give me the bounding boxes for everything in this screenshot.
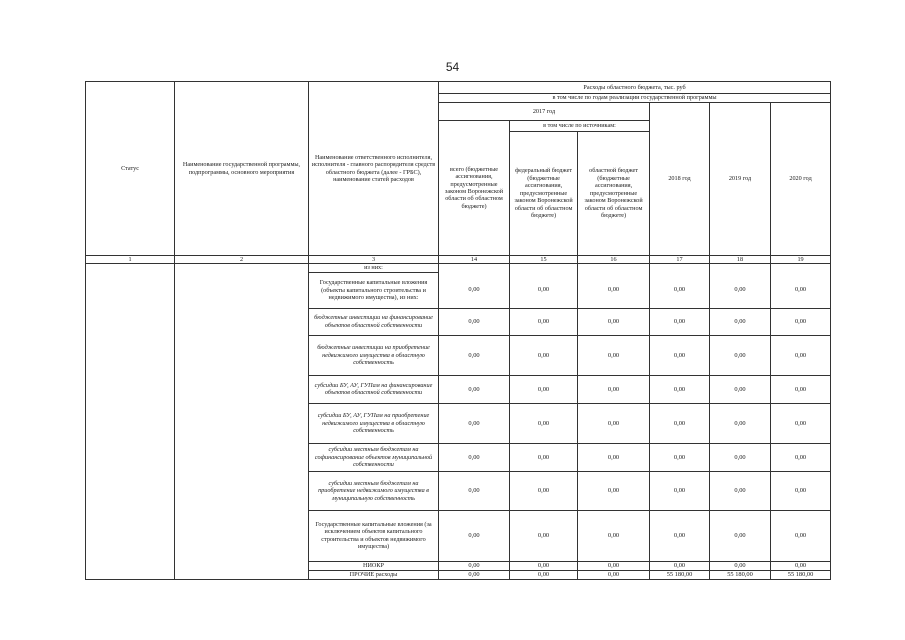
header-federal: федеральный бюджет (бюджетные ассигнования, предусмотренные законом Воронежской области об областном бюджете) — [510, 132, 578, 255]
value-cell: 0,00 — [510, 375, 578, 403]
value-cell: 0,00 — [771, 375, 831, 403]
row-name: бюджетные инвестиции на приобретение недвижимого имущества в областную собственность — [309, 335, 439, 375]
value-cell: 0,00 — [650, 403, 710, 443]
table-row — [86, 264, 831, 272]
value-cell: 0,00 — [710, 561, 771, 570]
empty-cell — [578, 264, 650, 272]
value-cell: 0,00 — [650, 510, 710, 561]
empty-cell — [710, 264, 771, 272]
value-cell: 0,00 — [439, 570, 510, 579]
header-executor: Наименование ответственного исполнителя, исполнителя - главного распорядителя средств областного бюджета (далее - ГРБС), наименование статей расходов — [309, 82, 439, 256]
value-cell: 0,00 — [650, 308, 710, 335]
value-cell: 0,00 — [650, 335, 710, 375]
column-number: 19 — [771, 256, 831, 264]
value-cell: 0,00 — [771, 510, 831, 561]
budget-table — [85, 81, 831, 580]
value-cell: 0,00 — [771, 443, 831, 471]
value-cell: 0,00 — [771, 272, 831, 308]
value-cell: 0,00 — [439, 375, 510, 403]
value-cell: 0,00 — [510, 561, 578, 570]
column-number: 3 — [309, 256, 439, 264]
value-cell: 0,00 — [771, 335, 831, 375]
value-cell: 0,00 — [710, 308, 771, 335]
value-cell: 0,00 — [439, 308, 510, 335]
value-cell: 0,00 — [510, 403, 578, 443]
row-name: бюджетные инвестиции на финансирование объектов областной собственности — [309, 308, 439, 335]
value-cell: 0,00 — [578, 443, 650, 471]
header-sources-group — [510, 121, 650, 256]
empty-cell — [771, 264, 831, 272]
header-expenses-title: Расходы областного бюджета, тыс. руб — [439, 82, 831, 94]
column-number: 16 — [578, 256, 650, 264]
value-cell: 0,00 — [650, 375, 710, 403]
header-by-years: в том числе по годам реализации государственной программы — [439, 94, 831, 103]
row-name: субсидии БУ, АУ, ГУПам на финансирование объектов областной собственности — [309, 375, 439, 403]
column-numbers-row — [86, 256, 831, 264]
value-cell: 55 180,00 — [710, 570, 771, 579]
value-cell: 55 180,00 — [650, 570, 710, 579]
value-cell: 0,00 — [439, 403, 510, 443]
value-cell: 0,00 — [578, 403, 650, 443]
value-cell: 0,00 — [578, 272, 650, 308]
value-cell: 0,00 — [439, 471, 510, 510]
page-number: 54 — [445, 60, 460, 74]
empty-cell — [439, 264, 510, 272]
value-cell: 0,00 — [710, 403, 771, 443]
header-year-2020: 2020 год — [771, 103, 831, 256]
header-year-2018: 2018 год — [650, 103, 710, 256]
header-year-2017: 2017 год — [439, 103, 650, 121]
header-regional: областной бюджет (бюджетные ассигнования, предусмотренные законом Воронежской области об областном бюджете) — [584, 167, 643, 220]
column-number: 2 — [175, 256, 309, 264]
value-cell: 0,00 — [710, 335, 771, 375]
value-cell: 0,00 — [510, 471, 578, 510]
value-cell: 0,00 — [510, 308, 578, 335]
program-name-cell — [175, 264, 309, 579]
value-cell: 55 180,00 — [771, 570, 831, 579]
header-total: всего (бюджетные ассигнования, предусмотренные законом Воронежской области об областном бюджете) — [439, 121, 510, 256]
value-cell: 0,00 — [710, 375, 771, 403]
value-cell: 0,00 — [510, 272, 578, 308]
value-cell: 0,00 — [710, 272, 771, 308]
value-cell: 0,00 — [650, 272, 710, 308]
value-cell: 0,00 — [510, 335, 578, 375]
value-cell: 0,00 — [710, 443, 771, 471]
value-cell: 0,00 — [439, 272, 510, 308]
row-name: НИОКР — [309, 561, 439, 570]
row-name: субсидии местным бюджетам на софинансирование объектов муниципальной собственности — [309, 443, 439, 471]
header-year-2019: 2019 год — [710, 103, 771, 256]
value-cell: 0,00 — [578, 570, 650, 579]
value-cell: 0,00 — [578, 335, 650, 375]
value-cell: 0,00 — [578, 510, 650, 561]
header-by-sources: в том числе по источникам: — [510, 121, 649, 132]
header-status: Статус — [86, 82, 175, 256]
row-name: Государственные капитальные вложения (объекты капитального строительства и недвижимого имущества), из них: — [309, 272, 439, 308]
value-cell: 0,00 — [510, 443, 578, 471]
value-cell: 0,00 — [710, 471, 771, 510]
value-cell: 0,00 — [578, 561, 650, 570]
row-name: из них: — [309, 264, 439, 272]
row-name: Государственные капитальные вложения (за исключением объектов капитального строительства и объектов недвижимого имущества) — [309, 510, 439, 561]
row-name: субсидии местным бюджетам на приобретение недвижимого имущества в муниципальную собственность — [309, 471, 439, 510]
column-number: 18 — [710, 256, 771, 264]
status-cell — [86, 264, 175, 579]
value-cell: 0,00 — [650, 561, 710, 570]
value-cell: 0,00 — [439, 335, 510, 375]
value-cell: 0,00 — [771, 308, 831, 335]
row-name: субсидии БУ, АУ, ГУПам на приобретение недвижимого имущества в областную собственность — [309, 403, 439, 443]
value-cell: 0,00 — [771, 471, 831, 510]
column-number: 17 — [650, 256, 710, 264]
value-cell: 0,00 — [650, 471, 710, 510]
value-cell: 0,00 — [771, 561, 831, 570]
column-number: 14 — [439, 256, 510, 264]
value-cell: 0,00 — [771, 403, 831, 443]
value-cell: 0,00 — [650, 443, 710, 471]
empty-cell — [650, 264, 710, 272]
value-cell: 0,00 — [578, 308, 650, 335]
column-number: 1 — [86, 256, 175, 264]
empty-cell — [510, 264, 578, 272]
value-cell: 0,00 — [578, 375, 650, 403]
row-name: ПРОЧИЕ расходы — [309, 570, 439, 579]
value-cell: 0,00 — [710, 510, 771, 561]
value-cell: 0,00 — [439, 561, 510, 570]
value-cell: 0,00 — [510, 510, 578, 561]
value-cell: 0,00 — [578, 471, 650, 510]
value-cell: 0,00 — [439, 510, 510, 561]
header-program-name: Наименование государственной программы, подпрограммы, основного мероприятия — [175, 82, 309, 256]
value-cell: 0,00 — [510, 570, 578, 579]
column-number: 15 — [510, 256, 578, 264]
value-cell: 0,00 — [439, 443, 510, 471]
